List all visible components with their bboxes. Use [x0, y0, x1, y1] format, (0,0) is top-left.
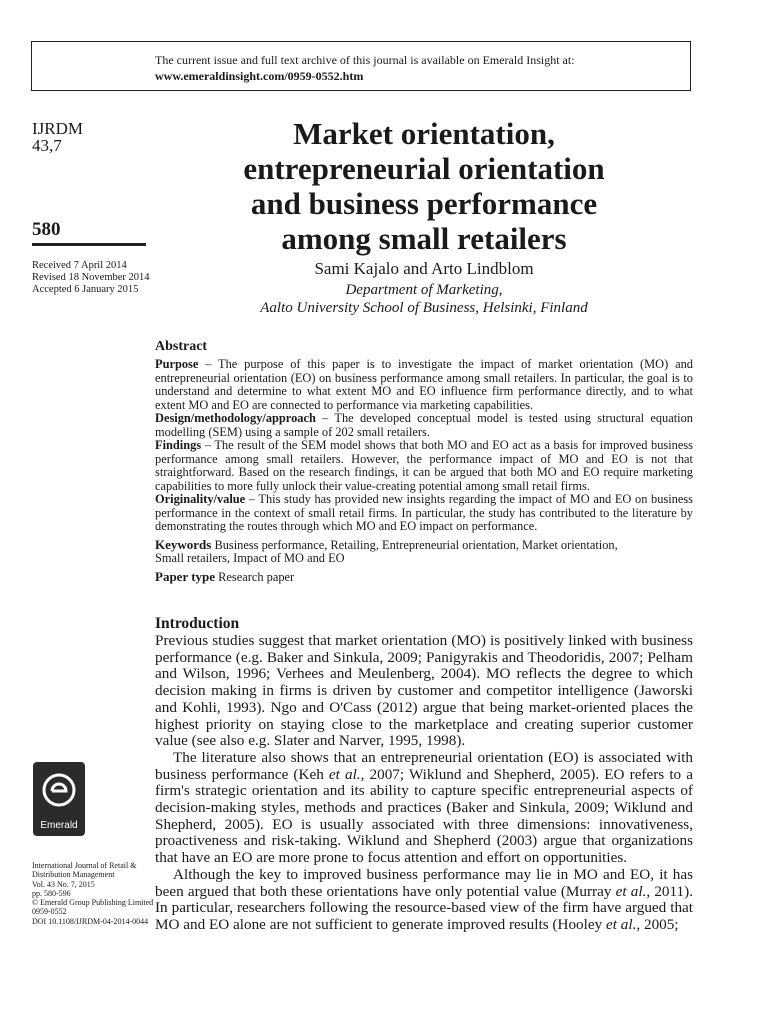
keywords-text: Business performance, Retailing, Entrepreneurial orientation, Market orientation,: [211, 537, 618, 552]
volume-info: Vol. 43 No. 7, 2015: [32, 879, 95, 889]
intro-paragraph-2: [155, 750, 693, 867]
authors: Sami Kajalo and Arto Lindblom: [314, 259, 534, 278]
abstract-paper-type: [155, 570, 693, 585]
issn: 0959-0552: [32, 907, 67, 917]
article-dates: [32, 260, 150, 296]
paper-type-label: Paper type: [155, 568, 216, 584]
abstract-design: [155, 412, 693, 439]
page-number-rule: [32, 243, 146, 246]
originality-label: Originality/value: [155, 492, 246, 506]
title-line: entrepreneurial orientation: [243, 151, 605, 186]
journal-name-line: Distribution Management: [32, 870, 115, 880]
journal-code: [32, 120, 83, 154]
revised-date: Revised 18 November 2014: [32, 272, 150, 283]
purpose-text: – The purpose of this paper is to investigate the impact of market orientation (MO) and entrepreneurial orientation (EO) on business performance among small retailers. In particular, the goal is to understand and determine to what extent MO and EO influence firm performance directly, and to what extent MO and EO are connected to performance via marketing capabilities.: [155, 357, 693, 412]
abstract-keywords: [155, 538, 693, 566]
design-text: – The developed conceptual model is tested using structural equation modelling (SEM) using a sample of 202 small retailers.: [155, 411, 693, 439]
title-line: Market orientation,: [293, 116, 555, 151]
keywords-text-cont: Small retailers, Impact of MO and EO: [155, 551, 345, 565]
copyright: © Emerald Group Publishing Limited: [32, 898, 154, 908]
article-title: [155, 116, 693, 256]
banner-url-link[interactable]: www.emeraldinsight.com/0959-0552.htm: [155, 69, 364, 83]
intro-paragraph-1: Previous studies suggest that market orientation (MO) is positively linked with business performance (e.g. Baker and Sinkula, 2009; Panigyrakis and Theodoridis, 2007; Pelham and Wilson, 1996; Verhees and Meulenberg, 2004). MO reflects the degree to which decision making in firms is driven by customer and competitor intelligence (Jaworski and Kohli, 1993). Ngo and O'Cass (2012) argue that being market-oriented places the highest priority on staying close to the marketplace and creating superior customer value (see also e.g. Slater and Narver, 1995, 1998).: [155, 632, 693, 750]
text-run: Although the key to improved business performance may lie in MO and EO, it has been argued that both these orientations have only potential value (Murray: [155, 865, 693, 900]
affiliation: [155, 281, 693, 317]
title-line: and business performance: [250, 186, 598, 221]
text-run: , 2005;: [636, 915, 679, 933]
text-run-italic: et al.: [328, 765, 361, 783]
introduction-heading: Introduction: [155, 615, 240, 632]
publication-info: [32, 861, 153, 926]
paper-type-text: Research paper: [215, 569, 295, 584]
emerald-logo-icon: [39, 769, 79, 813]
purpose-label: Purpose: [155, 357, 199, 371]
page-number: 580: [32, 219, 61, 240]
originality-text: – This study has provided new insights regarding the impact of MO and EO on business performance in the context of small retail firms. In particular, the study has contributed to the literature by demonstrating the routes through which MO and EO impact on performance.: [155, 492, 693, 533]
abstract-section: [155, 339, 693, 584]
introduction-section: [155, 615, 693, 934]
abstract-originality: [155, 493, 693, 534]
affiliation-school: Aalto University School of Business, Helsinki, Finland: [260, 300, 588, 316]
received-date: Received 7 April 2014: [32, 260, 127, 271]
abstract-heading: Abstract: [155, 339, 208, 354]
title-line: among small retailers: [281, 221, 567, 256]
findings-label: Findings: [155, 438, 202, 452]
keywords-label: Keywords: [155, 536, 212, 552]
accepted-date: Accepted 6 January 2015: [32, 284, 139, 295]
text-run: , 2007; Wiklund and Shepherd, 2005). EO refers to a firm's strategic orientation and its ability to capture specific entrepreneurial aspects of decision-making styles, methods and practices (Baker and Sinkula, 2009; Wiklund and Shepherd, 2005). EO is usually associated with three dimensions: innovativeness, proactiveness and risk-taking. Wiklund and Shepherd (2003) argue that organizations that have an EO are more prone to focus attention and effort on opportunities.: [155, 765, 693, 867]
journal-abbrev: IJRDM: [32, 119, 84, 138]
volume-issue: 43,7: [32, 136, 62, 155]
doi: DOI 10.1108/IJRDM-04-2014-0044: [32, 916, 149, 926]
text-run: The literature also shows that an entrepreneurial orientation (EO) is associated with business performance (Keh: [155, 748, 693, 783]
text-run-italic: et al.: [606, 915, 637, 933]
text-run-italic: et al.: [615, 882, 647, 900]
emerald-logo: [33, 762, 85, 836]
page-range: pp. 580-596: [32, 888, 71, 898]
findings-text: – The result of the SEM model shows that both MO and EO act as a basis for improved business performance among small retailers. However, the performance impact of MO and EO is not that straightforward. Based on the research findings, it can be argued that both MO and EO require marketing capabilities to more fully unlock their value-creating potential among small retail firms.: [155, 438, 693, 493]
journal-name-line: International Journal of Retail &: [32, 861, 137, 870]
banner-notice: The current issue and full text archive of this journal is available on Emerald Insight at:: [155, 53, 575, 67]
affiliation-department: Department of Marketing,: [345, 282, 503, 298]
text-run: , 2011). In particular, researchers following the resource-based view of the firm have argued that MO and EO alone are not sufficient to generate improved results (Hooley: [155, 882, 693, 933]
abstract-purpose: [155, 358, 693, 412]
banner-text: [155, 52, 575, 84]
emerald-logo-text: Emerald: [40, 820, 78, 831]
design-label: Design/methodology/approach: [155, 411, 316, 425]
abstract-findings: [155, 439, 693, 493]
intro-paragraph-3: [155, 867, 693, 934]
